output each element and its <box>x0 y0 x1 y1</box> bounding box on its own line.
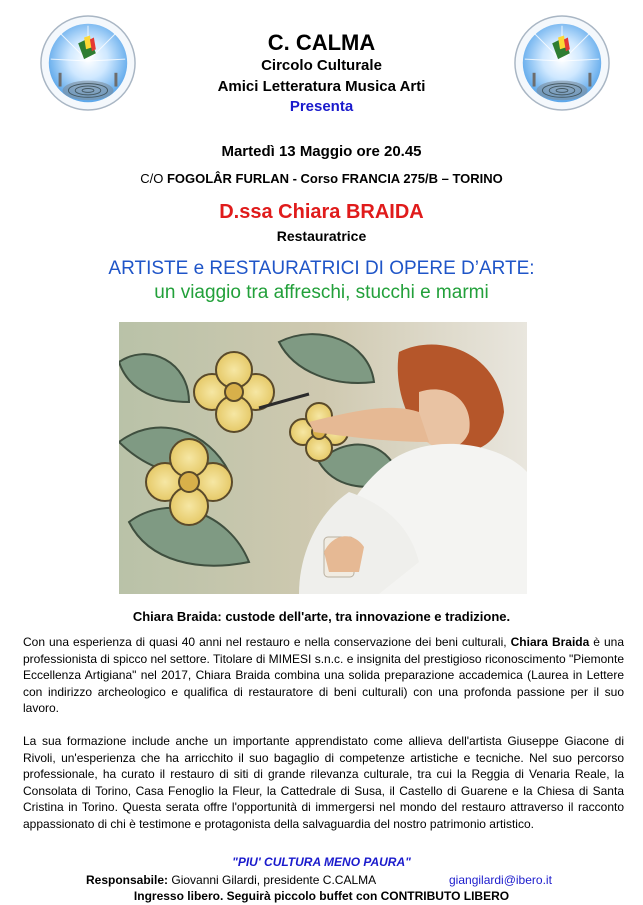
venue-name: FOGOLÂR FURLAN - Corso FRANCIA 275/B – TORINO <box>166 171 503 186</box>
responsible-label: Responsabile: <box>86 873 169 887</box>
speaker-name: D.ssa Chiara BRAIDA <box>219 201 424 223</box>
org-name: C. CALMA <box>267 30 376 55</box>
responsible-line <box>86 873 376 887</box>
event-venue <box>0 171 643 186</box>
org-subtitle-1: Circolo Culturale <box>261 57 382 74</box>
responsible-value: Giovanni Gilardi, presidente C.CALMA <box>168 873 377 887</box>
speaker-role: Restauratrice <box>276 228 367 244</box>
entry-info: Ingresso libero. Seguirà piccolo buffet con CONTRIBUTO LIBERO <box>133 889 510 903</box>
contact-email[interactable]: giangilardi@ibero.it <box>449 873 552 887</box>
bio-paragraph-1 <box>23 634 624 717</box>
talk-title-line-2: un viaggio tra affreschi, stucchi e marmi <box>154 282 489 303</box>
bio-p1-name: Chiara Braida <box>510 635 590 649</box>
bio-p1-part2: è una professionista di spicco nel settore. Titolare di MIMESI s.n.c. e insignita del prestigioso riconoscimento "Piemonte Eccellenza Artigiana" nel 2017, Chiara Braida combina una solida preparazione accademica (Laurea in Lettere con indirizzo archeologico e qualifica di restauratore di beni culturali) con una profonda passione per il suo lavoro. <box>23 635 625 715</box>
talk-title-line-1: ARTISTE e RESTAURATRICI DI OPERE D’ARTE: <box>108 258 535 279</box>
slogan: "PIU' CULTURA MENO PAURA" <box>232 855 411 869</box>
bio-paragraph-2: La sua formazione include anche un importante apprendistato come allieva dell'artista Giuseppe Giacone di Rivoli, un'esperienza che ha arricchito il suo bagaglio di competenze artistiche e tecniche. Nel suo percorso professionale, ha curato il restauro di siti di grande rilevanza culturale, tra cui la Reggia di Venaria Reale, la Consolata di Torino, Casa Fenoglio la Fleur, la Cattedrale di Susa, il Castello di Guarene e la Chiesa di Santa Cristina in Torino. Questa serata offre l'opportunità di immergersi nel mondo del restauro attraverso il racconto appassionato di chi è testimone e protagonista della salvaguardia del nostro patrimonio artistico. <box>23 734 624 831</box>
presents-label: Presenta <box>289 98 354 115</box>
org-subtitle-2: Amici Letteratura Musica Arti <box>217 78 426 95</box>
bio-p1-part1: Con una esperienza di quasi 40 anni nel restauro e nella conservazione dei beni culturali, <box>23 635 511 649</box>
venue-prefix: C/O <box>140 171 167 186</box>
event-date: Martedì 13 Maggio ore 20.45 <box>221 143 422 160</box>
photo-caption: Chiara Braida: custode dell'arte, tra innovazione e tradizione. <box>132 609 511 624</box>
restorer-photo <box>119 322 527 594</box>
